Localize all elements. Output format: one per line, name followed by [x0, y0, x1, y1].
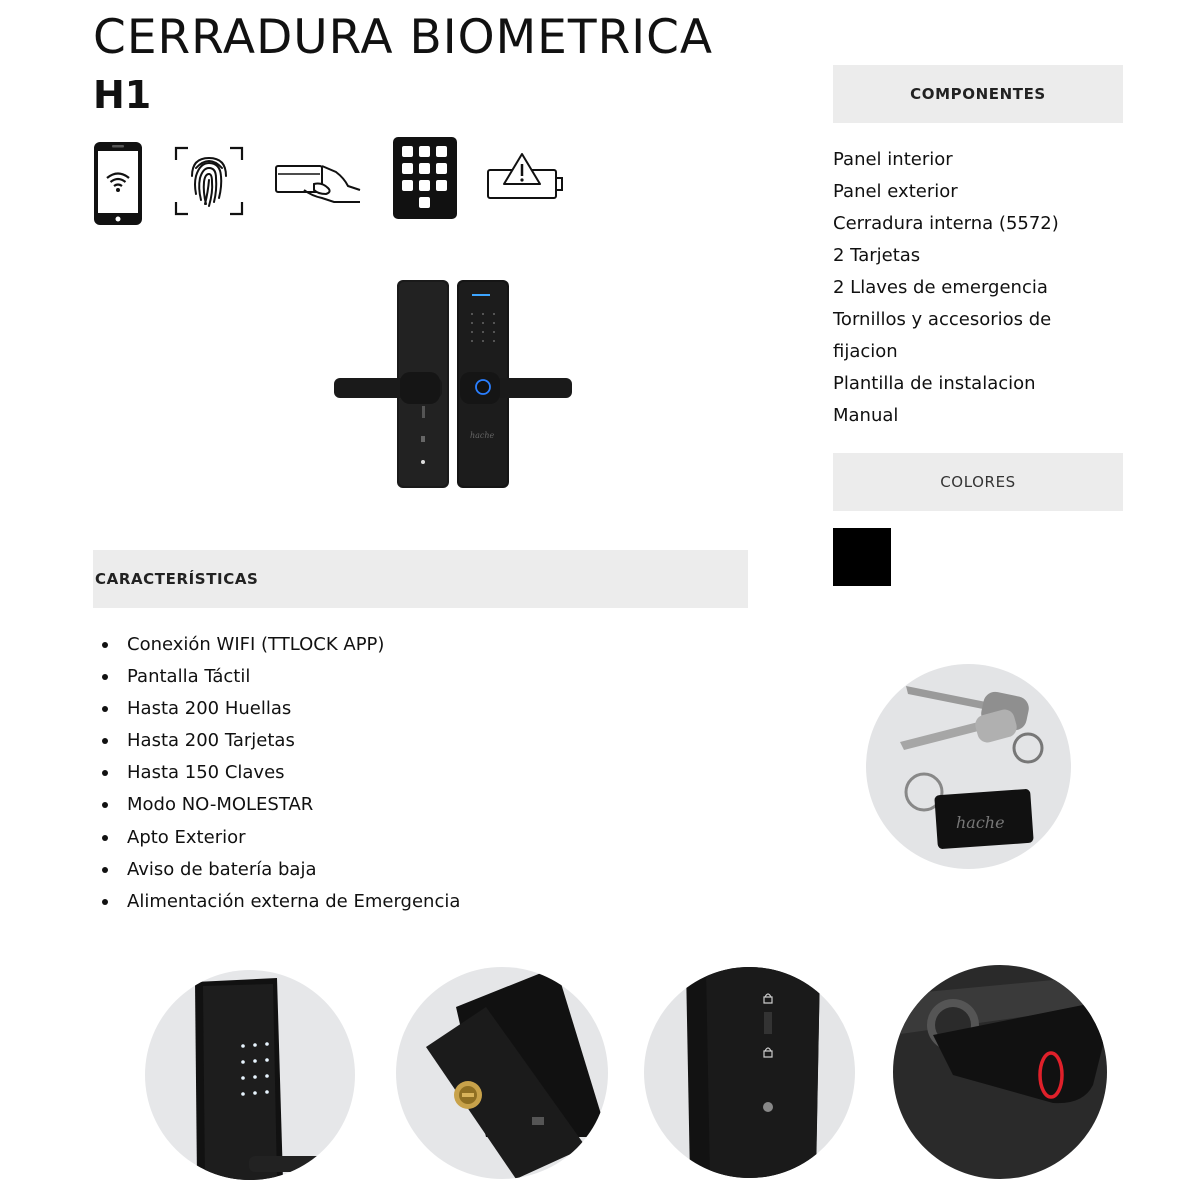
list-item: Alimentación externa de Emergencia [98, 886, 460, 918]
keypad-detail-photo [145, 970, 355, 1180]
card-hand-icon [274, 160, 362, 205]
fingerprint-handle-detail-photo [893, 965, 1107, 1179]
list-item: Hasta 150 Claves [98, 757, 460, 789]
lock-product-image [330, 276, 575, 492]
list-item: Hasta 200 Tarjetas [98, 725, 460, 757]
list-item: Plantilla de instalacion [833, 373, 1036, 394]
list-item: Panel exterior [833, 181, 958, 202]
keypad-icon [393, 137, 457, 219]
list-item: Conexión WIFI (TTLOCK APP) [98, 629, 460, 661]
list-item: Pantalla Táctil [98, 661, 460, 693]
product-model: H1 [93, 73, 152, 117]
svg-text:hache: hache [956, 813, 1005, 832]
list-item: Apto Exterior [98, 822, 460, 854]
list-item: 2 Llaves de emergencia [833, 277, 1048, 298]
color-swatch-black [833, 528, 891, 586]
features-header [93, 550, 748, 608]
fingerprint-icon [174, 146, 244, 216]
features-heading: CARACTERÍSTICAS [95, 570, 259, 588]
list-item: Panel interior [833, 149, 953, 170]
smartphone-wifi-icon [93, 141, 143, 226]
list-item: Cerradura interna (5572) [833, 213, 1059, 234]
list-item: Manual [833, 405, 899, 426]
list-item: Tornillos y accesorios de fijacion [833, 309, 1052, 362]
colors-header [833, 453, 1123, 511]
interior-panel-detail-photo [644, 967, 855, 1178]
list-item: Aviso de batería baja [98, 854, 460, 886]
key-cylinder-detail-photo [396, 967, 608, 1179]
components-list [833, 144, 1093, 432]
colors-heading: COLORES [940, 473, 1016, 491]
components-header [833, 65, 1123, 123]
product-title: CERRADURA BIOMETRICA [93, 10, 714, 65]
list-item: 2 Tarjetas [833, 245, 921, 266]
list-item: Hasta 200 Huellas [98, 693, 460, 725]
features-list [98, 629, 460, 918]
components-heading: COMPONENTES [910, 85, 1046, 103]
accessories-photo [866, 664, 1071, 869]
list-item: Modo NO-MOLESTAR [98, 789, 460, 821]
low-battery-warning-icon [486, 152, 564, 202]
svg-text:hache: hache [470, 431, 495, 440]
